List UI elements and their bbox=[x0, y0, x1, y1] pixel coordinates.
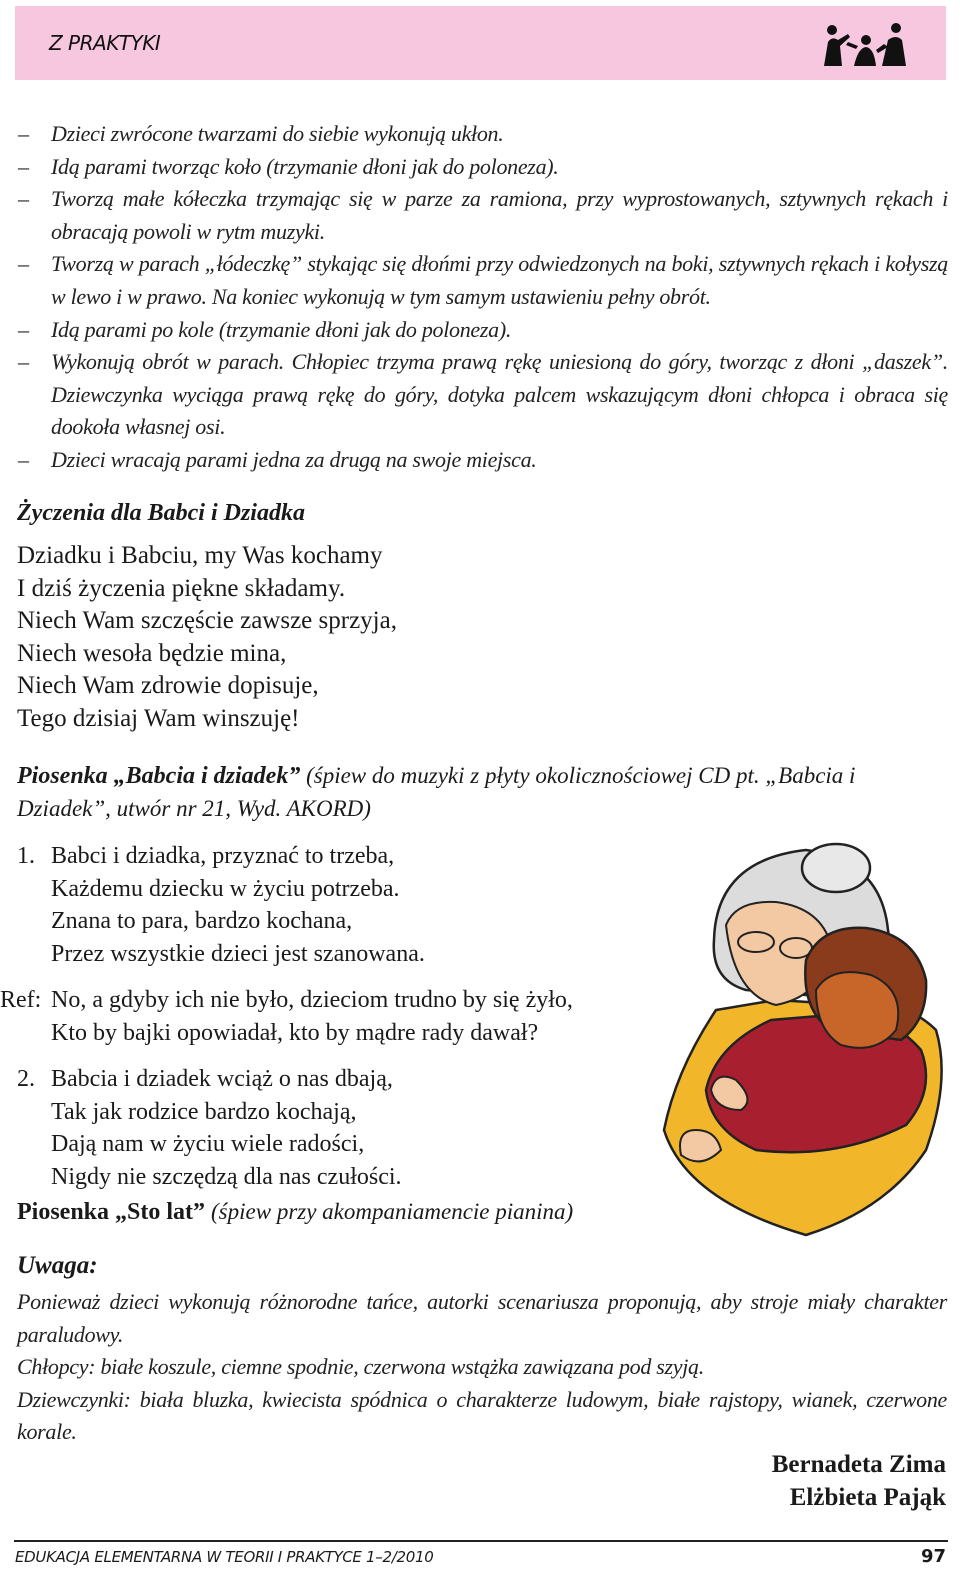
lyric-line: Przez wszystkie dzieci jest szanowana. bbox=[51, 940, 425, 967]
instruction-item bbox=[18, 248, 948, 313]
footer-journal-title: EDUKACJA ELEMENTARNA W TEORII I PRAKTYCE 1–2/2010 bbox=[15, 1548, 434, 1566]
stanza-number: 2. bbox=[17, 1066, 35, 1092]
poem-line: Dziadku i Babciu, my Was kochamy bbox=[17, 542, 383, 569]
refrain bbox=[0, 984, 680, 1049]
wishes-poem bbox=[17, 540, 397, 735]
dash-bullet: – bbox=[18, 251, 29, 277]
author-name: Elżbieta Pająk bbox=[789, 1484, 946, 1511]
instruction-item bbox=[18, 346, 948, 444]
dash-bullet: – bbox=[18, 349, 29, 375]
note-paragraph: Dziewczynki: biała bluzka, kwiecista spódnica o charakterze ludowym, białe rajstopy, wianek, czerwone korale. bbox=[17, 1386, 947, 1445]
dash-bullet: – bbox=[18, 186, 29, 212]
song-heading bbox=[17, 760, 947, 825]
instruction-item bbox=[18, 183, 948, 248]
poem-line: Niech wesoła będzie mina, bbox=[17, 639, 287, 667]
song-title: Piosenka „Babcia i dziadek” bbox=[17, 763, 301, 789]
grandmother-hugging-child-illustration bbox=[656, 830, 956, 1245]
note-heading: Uwaga: bbox=[17, 1252, 98, 1279]
song2-note: (śpiew przy akompaniamencie pianina) bbox=[211, 1199, 574, 1224]
lyric-line: Znana to para, bardzo kochana, bbox=[51, 908, 353, 934]
song-note: (śpiew do muzyki z płyty okolicznościowej CD pt. „Babcia i Dziadek”, utwór nr 21, Wyd. AKORD) bbox=[17, 763, 856, 821]
stanza bbox=[0, 840, 680, 970]
lyric-line: Tak jak rodzice bardzo kochają, bbox=[51, 1098, 357, 1125]
song2-heading bbox=[17, 1196, 573, 1229]
lyric-line: Dają nam w życiu wiele radości, bbox=[51, 1131, 365, 1157]
instruction-text: Idą parami tworząc koło (trzymanie dłoni jak do poloneza). bbox=[51, 153, 559, 179]
song-lyrics bbox=[0, 840, 680, 1207]
lyric-line: Nigdy nie szczędzą dla nas czułości. bbox=[51, 1163, 402, 1190]
instruction-text: Wykonują obrót w parach. Chłopiec trzyma prawą rękę uniesioną do góry, tworząc z dłoni „daszek”. Dziewczynka wyciąga prawą rękę do góry, dotyka palcem wskazującym dłoni chłopca i obraca się dookoła własnej osi. bbox=[51, 349, 948, 440]
page-number: 97 bbox=[920, 1546, 946, 1567]
instruction-item bbox=[18, 314, 948, 347]
instruction-item bbox=[18, 151, 948, 184]
lyric-line: Babci i dziadka, przyznać to trzeba, bbox=[51, 843, 395, 869]
instruction-text: Dzieci zwrócone twarzami do siebie wykonują ukłon. bbox=[51, 121, 504, 146]
instruction-item bbox=[18, 118, 948, 151]
wishes-heading: Życzenia dla Babci i Dziadka bbox=[17, 500, 305, 526]
instruction-text: Tworzą małe kółeczka trzymając się w parze za ramiona, przy wyprostowanych, sztywnych rękach i obracają powoli w rytm muzyki. bbox=[51, 186, 948, 244]
instruction-text: Idą parami po kole (trzymanie dłoni jak do poloneza). bbox=[51, 316, 512, 342]
dash-bullet: – bbox=[18, 446, 29, 472]
note-paragraph: Ponieważ dzieci wykonują różnorodne tańce, autorki scenariusza proponują, aby stroje miały charakter paraludowy. bbox=[17, 1289, 947, 1347]
note-body bbox=[17, 1286, 947, 1449]
section-title: Z PRAKTYKI bbox=[49, 31, 161, 55]
song2-title: Piosenka „Sto lat” bbox=[17, 1199, 206, 1225]
dance-instructions bbox=[18, 118, 948, 477]
poem-line: I dziś życzenia piękne składamy. bbox=[17, 574, 346, 602]
refrain-label: Ref: bbox=[0, 987, 42, 1013]
stanza bbox=[0, 1063, 680, 1193]
lyric-line: Kto by bajki opowiadał, kto by mądre rady dawał? bbox=[51, 1019, 539, 1046]
poem-line: Tego dzisiaj Wam winszuję! bbox=[17, 704, 300, 732]
lyric-line: Każdemu dziecku w życiu potrzeba. bbox=[51, 875, 400, 902]
dash-bullet: – bbox=[18, 316, 29, 342]
poem-line: Niech Wam zdrowie dopisuje, bbox=[17, 672, 319, 699]
poem-line: Niech Wam szczęście zawsze sprzyja, bbox=[17, 607, 397, 634]
authors bbox=[772, 1448, 946, 1514]
instruction-text: Tworzą w parach „łódeczkę” stykając się dłońmi przy odwiedzonych na boki, sztywnych rękach i kołyszą w lewo i w prawo. Na koniec wykonują w tym samym ustawieniu pełny obrót. bbox=[51, 251, 948, 309]
author-name: Bernadeta Zima bbox=[771, 1451, 946, 1478]
instruction-text: Dzieci wracają parami jedna za drugą na swoje miejsca. bbox=[51, 446, 537, 472]
lyric-line: Babcia i dziadek wciąż o nas dbają, bbox=[51, 1066, 393, 1092]
stanza-number: 1. bbox=[17, 843, 35, 869]
dash-bullet: – bbox=[18, 121, 29, 146]
footer-divider bbox=[14, 1540, 948, 1542]
figures-silhouette-icon bbox=[818, 20, 910, 73]
lyric-line: No, a gdyby ich nie było, dzieciom trudno by się żyło, bbox=[51, 987, 573, 1013]
note-paragraph: Chłopcy: białe koszule, ciemne spodnie, czerwona wstążka zawiązana pod szyją. bbox=[17, 1354, 704, 1380]
dash-bullet: – bbox=[18, 153, 29, 179]
section-header bbox=[15, 6, 946, 80]
instruction-item bbox=[18, 444, 948, 477]
